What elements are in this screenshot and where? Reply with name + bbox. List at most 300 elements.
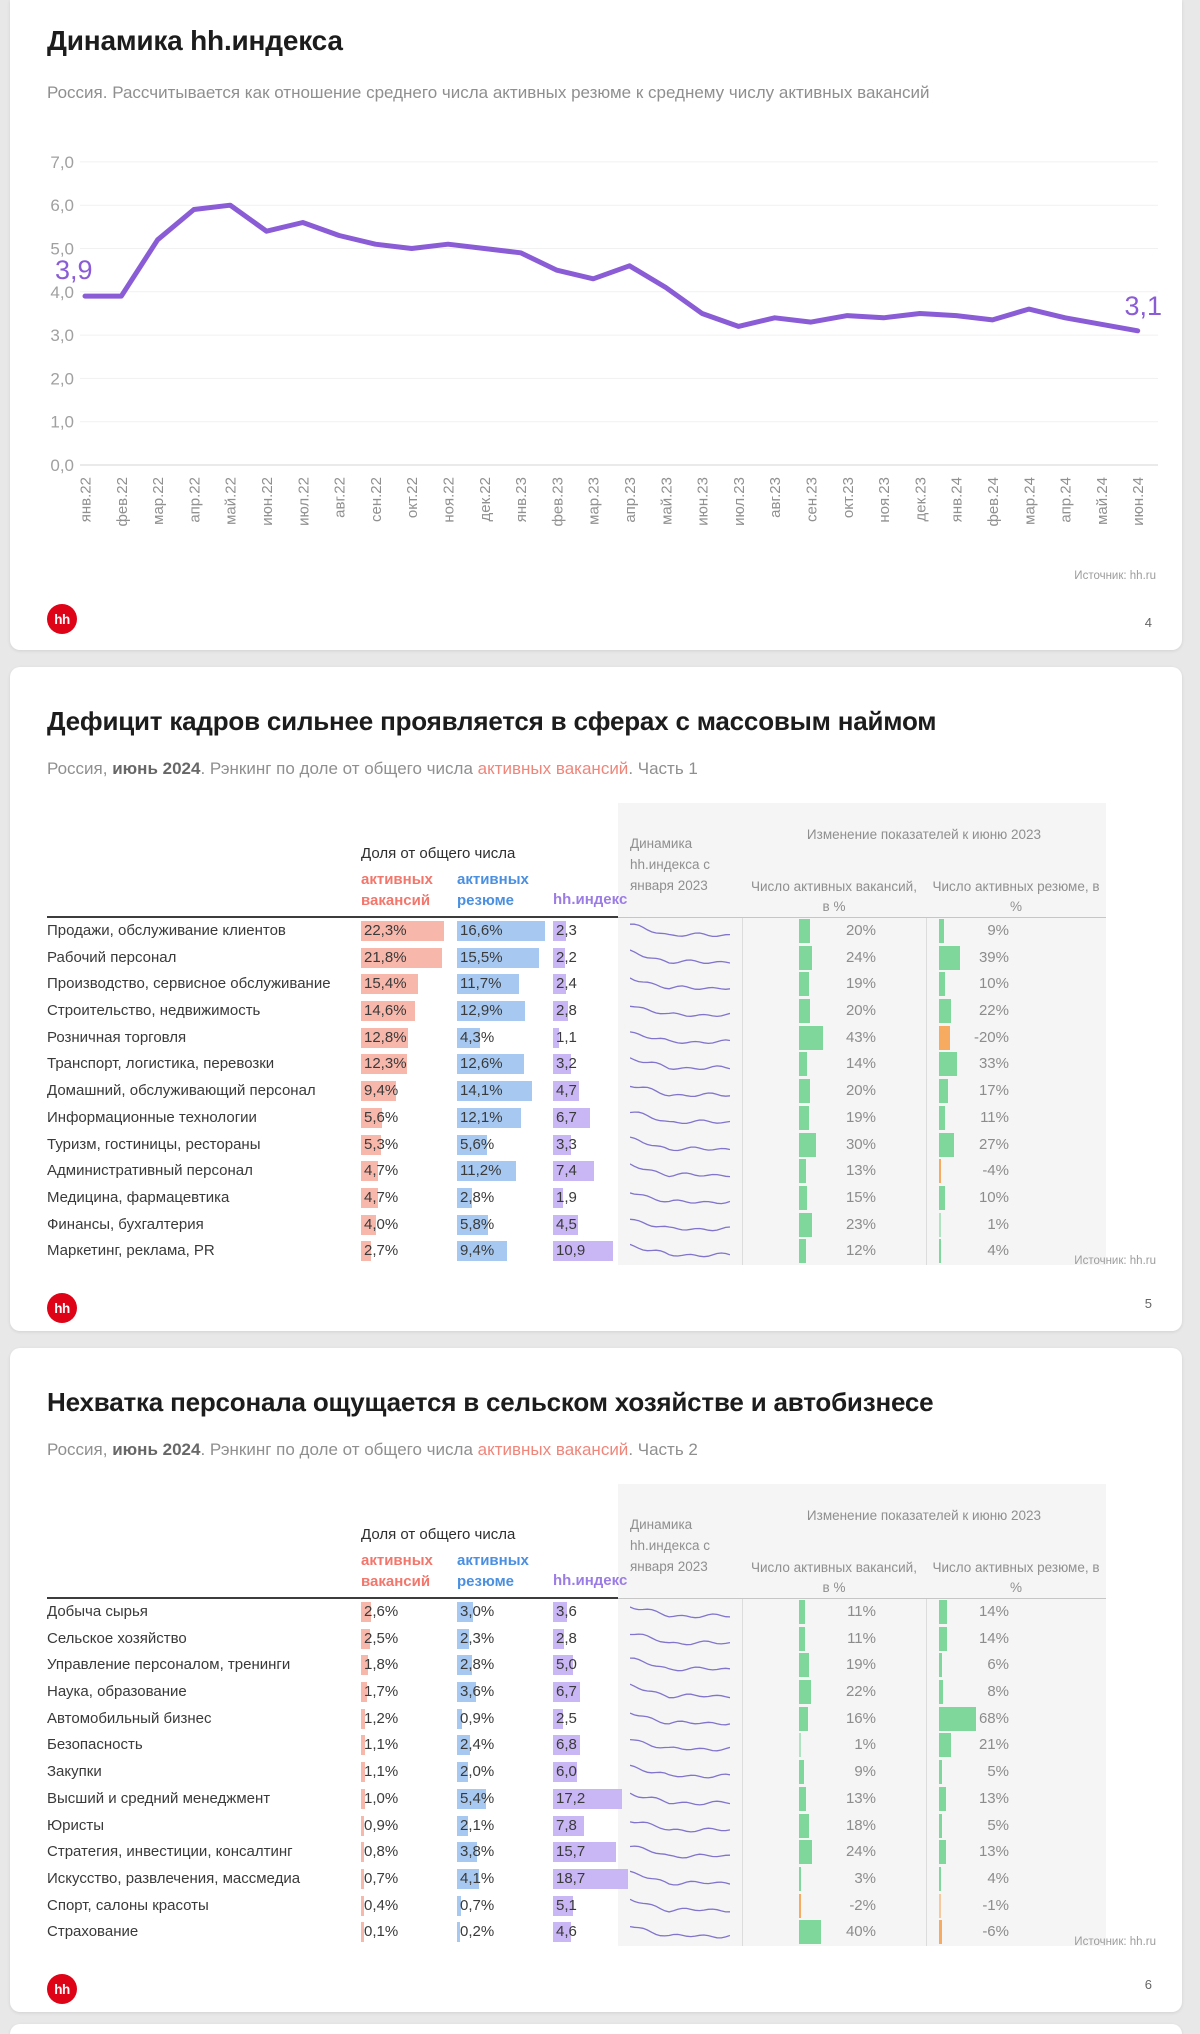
table-row (47, 1813, 1157, 1840)
hh-index-sparkline (630, 1680, 730, 1706)
hh-index-cell (553, 1025, 618, 1052)
vacancies-share-cell (361, 1679, 457, 1706)
vacancies-change-cell-bar (799, 919, 810, 943)
slide-shortage-agriculture-auto (10, 1348, 1182, 2012)
table-row (47, 1786, 1157, 1813)
resumes-share-cell (457, 1078, 553, 1105)
table-row (47, 1212, 1157, 1239)
resumes-share-cell-value: 11,2% (460, 1162, 502, 1180)
vacancies-change-cell-value: 24% (845, 1843, 876, 1861)
resumes-share-cell (457, 998, 553, 1025)
vacancies-change-cell-value: 13% (845, 1789, 876, 1807)
vacancies-change-cell-value: 20% (845, 1002, 876, 1020)
vacancies-change-cell-value: 9% (854, 1763, 876, 1781)
sparkline-cell (618, 1212, 742, 1239)
resumes-share-cell-value: 9,4% (460, 1242, 495, 1260)
vacancies-change-cell-bar (799, 1840, 812, 1864)
resumes-share-cell-value: 12,9% (460, 1002, 503, 1020)
resumes-share-cell (457, 1105, 553, 1132)
resumes-change-cell-value: 6% (987, 1656, 1009, 1674)
resumes-change-cell (926, 945, 1106, 972)
table-row (47, 1893, 1157, 1920)
resumes-share-cell-value: 3,8% (460, 1843, 495, 1861)
vacancies-change-cell-value: 43% (845, 1028, 876, 1046)
resumes-change-cell (926, 1866, 1106, 1893)
resumes-share-cell-value: 2,1% (460, 1816, 495, 1834)
y-axis-tick: 3,0 (50, 326, 74, 346)
hh-index-sparkline (630, 1026, 730, 1052)
hh-index-sparkline (630, 972, 730, 998)
hh-index-cell-value: 6,7 (556, 1108, 577, 1126)
vacancies-share-cell (361, 1786, 457, 1813)
vacancies-share-cell (361, 1158, 457, 1185)
vacancies-change-cell (742, 1893, 926, 1920)
vacancies-change-cell (742, 1185, 926, 1212)
resumes-change-cell (926, 1212, 1106, 1239)
resumes-share-cell-value: 2,8% (460, 1656, 495, 1674)
resumes-change-cell-value: 1% (987, 1215, 1009, 1233)
vacancies-change-cell-bar (799, 1707, 808, 1731)
vacancies-share-cell-value: 14,6% (364, 1002, 407, 1020)
resumes-change-cell-bar (939, 1079, 948, 1103)
category-label: Страхование (47, 1923, 139, 1941)
hh-index-cell (553, 1158, 618, 1185)
resumes-change-cell (926, 1652, 1106, 1679)
vacancies-share-cell (361, 1599, 457, 1626)
table-row (47, 1679, 1157, 1706)
y-axis-tick: 4,0 (50, 282, 74, 302)
sparkline-cell (618, 1919, 742, 1946)
vacancies-change-cell-bar (799, 1186, 807, 1210)
vacancies-share-cell-value: 4,0% (364, 1215, 399, 1233)
vacancies-share-cell (361, 1105, 457, 1132)
vacancies-share-cell (361, 1919, 457, 1946)
sparkline-column-header: Динамика hh.индекса с января 2023 (630, 836, 710, 893)
vacancies-share-cell (361, 1078, 457, 1105)
page-number: 5 (1144, 1296, 1152, 1311)
sparkline-cell (618, 1105, 742, 1132)
hh-index-cell-value: 15,7 (556, 1843, 586, 1861)
x-axis-tick: авг.23 (767, 477, 785, 518)
hh-index-sparkline (630, 1920, 730, 1946)
sparkline-cell (618, 1813, 742, 1840)
resumes-change-cell-value: 8% (987, 1683, 1009, 1701)
hh-index-cell (553, 1599, 618, 1626)
resumes-share-cell (457, 1732, 553, 1759)
resumes-share-cell-value: 2,3% (460, 1629, 495, 1647)
resumes-share-cell-value: 14,1% (460, 1082, 503, 1100)
category-label: Маркетинг, реклама, PR (47, 1242, 215, 1260)
vacancies-change-cell-bar (799, 1106, 809, 1130)
slide-deficit-mass-hiring (10, 667, 1182, 1331)
vacancies-change-cell-bar (799, 999, 810, 1023)
x-axis-tick: апр.24 (1057, 477, 1075, 523)
x-axis-tick: окт.23 (839, 477, 857, 519)
sparkline-cell (618, 1893, 742, 1920)
category-label: Спорт, салоны красоты (47, 1896, 209, 1914)
x-axis-tick: ноя.23 (876, 477, 894, 523)
resumes-share-cell-value: 12,6% (460, 1055, 503, 1073)
hh-index-sparkline (630, 1867, 730, 1893)
category-label: Искусство, развлечения, массмедиа (47, 1869, 301, 1887)
source-note: Источник: hh.ru (1074, 570, 1156, 582)
vacancies-share-cell-value: 1,1% (364, 1763, 399, 1781)
hh-index-cell-value: 7,4 (556, 1162, 577, 1180)
resumes-change-cell (926, 1839, 1106, 1866)
resumes-change-cell-value: 39% (978, 948, 1009, 966)
hh-logo-text: hh (54, 611, 70, 627)
sparkline-cell (618, 1599, 742, 1626)
category-label: Строительство, недвижимость (47, 1002, 261, 1020)
resumes-change-cell-value: 11% (980, 1108, 1009, 1126)
vacancies-share-cell-value: 12,3% (364, 1055, 407, 1073)
resumes-change-cell-value: 21% (978, 1736, 1009, 1754)
sparkline-cell (618, 971, 742, 998)
subtitle-accent-text: активных вакансий (477, 1440, 629, 1459)
vacancies-change-cell-value: 20% (845, 922, 876, 939)
next-slide-edge (10, 2024, 1182, 2034)
resumes-share-cell (457, 1706, 553, 1733)
x-axis-tick: фев.22 (113, 477, 131, 527)
resumes-share-cell (457, 1158, 553, 1185)
resumes-share-cell (457, 918, 553, 945)
vacancies-column-header: активных вакансий (361, 1552, 433, 1590)
resumes-change-cell (926, 1732, 1106, 1759)
y-axis-tick: 6,0 (50, 196, 74, 216)
sparkline-cell (618, 1132, 742, 1159)
slide2-subtitle: Россия, июнь 2024. Рэнкинг по доле от общего числа активных вакансий. Часть 1 (47, 759, 698, 778)
x-axis-tick: май.22 (222, 477, 240, 525)
y-axis-tick: 1,0 (50, 412, 74, 432)
vacancies-share-cell (361, 1839, 457, 1866)
x-axis-tick: фев.23 (549, 477, 567, 527)
line-chart-svg (30, 127, 1170, 553)
vacancies-change-cell-value: 24% (845, 948, 876, 966)
vacancies-share-cell (361, 1866, 457, 1893)
hh-index-cell-value: 3,6 (556, 1603, 577, 1620)
vacancies-change-cell (742, 1078, 926, 1105)
resumes-share-cell-value: 4,1% (460, 1869, 495, 1887)
vacancies-change-cell-bar (799, 1787, 806, 1811)
resumes-change-cell-bar (939, 1026, 950, 1050)
slide1-title: Динамика hh.индекса (47, 25, 343, 56)
x-axis-tick: дек.23 (912, 477, 930, 522)
vacancies-change-cell-value: 20% (845, 1082, 876, 1100)
resumes-change-cell-value: 5% (987, 1763, 1009, 1781)
vacancies-change-cell (742, 998, 926, 1025)
vacancies-share-cell-value: 1,2% (364, 1709, 399, 1727)
hh-index-cell-value: 2,3 (556, 922, 577, 939)
table-row (47, 1105, 1157, 1132)
vacancies-share-cell (361, 1652, 457, 1679)
sparkline-cell (618, 1732, 742, 1759)
table-body (47, 918, 1157, 1265)
vacancies-change-cell-bar (799, 1213, 812, 1237)
resumes-change-cell-value: 4% (987, 1869, 1009, 1887)
vacancies-change-cell-bar (799, 1867, 801, 1891)
vacancies-change-cell-value: 22% (845, 1683, 876, 1701)
table-row (47, 1025, 1157, 1052)
y-axis-tick: 7,0 (50, 152, 74, 172)
x-axis-tick: май.24 (1093, 477, 1111, 525)
table-row (47, 998, 1157, 1025)
hh-index-cell-value: 1,9 (556, 1188, 577, 1206)
resumes-change-cell-bar (939, 1814, 942, 1838)
vacancies-change-cell-value: 1% (854, 1736, 876, 1754)
resumes-share-cell-value: 0,7% (460, 1896, 495, 1914)
hh-index-cell (553, 1813, 618, 1840)
hh-index-cell (553, 1185, 618, 1212)
resumes-change-cell-bar (939, 1186, 945, 1210)
subtitle-accent-text: активных вакансий (477, 759, 629, 778)
category-label: Высший и средний менеджмент (47, 1789, 271, 1807)
resumes-share-cell (457, 1893, 553, 1920)
resumes-change-cell-bar (939, 1133, 954, 1157)
vacancies-share-cell (361, 1759, 457, 1786)
resumes-change-cell (926, 1599, 1106, 1626)
hh-index-sparkline (630, 1133, 730, 1159)
hh-index-cell-value: 4,6 (556, 1923, 577, 1941)
vacancies-share-cell (361, 998, 457, 1025)
table-body (47, 1599, 1157, 1946)
x-axis-tick: сен.22 (367, 477, 385, 522)
resumes-change-cell (926, 1626, 1106, 1653)
category-label: Административный персонал (47, 1162, 253, 1180)
hh-index-cell (553, 1652, 618, 1679)
resumes-change-cell-value: 27% (978, 1135, 1009, 1153)
x-axis-tick: окт.22 (404, 477, 422, 519)
category-label: Закупки (47, 1763, 102, 1781)
resumes-change-cell-bar (939, 1707, 976, 1731)
resumes-share-cell-value: 12,1% (460, 1108, 503, 1126)
vacancies-share-cell (361, 1893, 457, 1920)
x-axis-tick: фев.24 (985, 477, 1002, 527)
resumes-change-column-header: Число активных резюме, в % (932, 879, 1100, 914)
table-row (47, 945, 1157, 972)
vacancies-change-cell-bar (799, 1026, 823, 1050)
x-axis-tick: июн.22 (259, 477, 276, 526)
resumes-share-cell-value: 2,8% (460, 1188, 495, 1206)
category-label: Наука, образование (47, 1683, 187, 1701)
category-label: Домашний, обслуживающий персонал (47, 1082, 316, 1100)
resumes-change-column-header: Число активных резюме, в % (932, 1560, 1100, 1595)
vacancies-share-cell-value: 12,8% (364, 1028, 407, 1046)
sparkline-cell (618, 998, 742, 1025)
hh-index-cell-value: 2,5 (556, 1709, 577, 1727)
vacancies-change-cell-value: 15% (845, 1188, 876, 1206)
vacancies-change-cell (742, 1105, 926, 1132)
sparkline-column-header: Динамика hh.индекса с января 2023 (630, 1517, 710, 1574)
resumes-change-cell-value: 13% (978, 1789, 1009, 1807)
hh-index-cell (553, 1679, 618, 1706)
hh-index-sparkline (630, 1653, 730, 1679)
vacancies-change-cell-bar (799, 1239, 806, 1263)
table-row (47, 1599, 1157, 1626)
resumes-share-cell (457, 1132, 553, 1159)
resumes-share-cell-value: 16,6% (460, 922, 503, 939)
table-row (47, 1158, 1157, 1185)
hh-index-sparkline (630, 1079, 730, 1105)
hh-index-cell (553, 1919, 618, 1946)
x-axis-tick: мар.22 (150, 477, 168, 525)
vacancies-change-cell (742, 1599, 926, 1626)
resumes-change-cell-bar (939, 1680, 943, 1704)
hh-index-sparkline (630, 1106, 730, 1132)
resumes-share-cell-value: 11,7% (460, 975, 502, 993)
resumes-change-cell-value: 33% (978, 1055, 1009, 1073)
hh-index-cell (553, 1893, 618, 1920)
hh-index-cell-value: 5,1 (556, 1896, 577, 1914)
resumes-change-cell-value: -4% (982, 1162, 1009, 1180)
hh-index-line-chart (30, 127, 1170, 553)
vacancies-share-cell (361, 1185, 457, 1212)
vacancies-change-cell (742, 1786, 926, 1813)
vacancies-share-cell-value: 4,7% (364, 1188, 399, 1206)
resumes-change-cell (926, 1893, 1106, 1920)
category-label: Медицина, фармацевтика (47, 1188, 230, 1206)
resumes-change-cell-value: -20% (973, 1028, 1009, 1046)
x-axis-tick: сен.23 (803, 477, 821, 522)
hh-index-cell-value: 6,0 (556, 1763, 577, 1781)
resumes-share-cell (457, 1051, 553, 1078)
hh-index-cell-value: 5,0 (556, 1656, 577, 1674)
resumes-change-cell (926, 971, 1106, 998)
vacancies-share-cell (361, 945, 457, 972)
hh-index-sparkline (630, 1239, 730, 1265)
vacancies-change-cell-bar (799, 1627, 805, 1651)
resumes-change-cell-bar (939, 1787, 946, 1811)
hh-index-sparkline (630, 1052, 730, 1078)
vacancies-share-cell-value: 0,1% (364, 1923, 399, 1941)
category-label: Розничная торговля (47, 1028, 187, 1046)
sparkline-cell (618, 1866, 742, 1893)
hh-logo (47, 1974, 77, 2004)
hh-index-cell-value: 4,5 (556, 1215, 577, 1233)
table-row (47, 971, 1157, 998)
vacancies-share-cell-value: 15,4% (364, 975, 407, 993)
resumes-change-cell-bar (939, 946, 960, 970)
vacancies-share-cell-value: 0,4% (364, 1896, 399, 1914)
resumes-change-cell (926, 1759, 1106, 1786)
table-row (47, 1706, 1157, 1733)
resumes-share-cell (457, 1212, 553, 1239)
hh-index-sparkline (630, 1627, 730, 1653)
resumes-change-cell (926, 1679, 1106, 1706)
resumes-change-cell (926, 1132, 1106, 1159)
resumes-change-cell (926, 1185, 1106, 1212)
vacancies-share-cell-value: 0,7% (364, 1869, 399, 1887)
vacancies-change-cell-value: 19% (845, 1108, 876, 1126)
sparkline-cell (618, 1759, 742, 1786)
resumes-change-cell (926, 1078, 1106, 1105)
table-row (47, 918, 1157, 945)
vacancies-change-cell-bar (799, 1920, 821, 1944)
x-axis-tick: май.23 (658, 477, 676, 525)
resumes-change-cell (926, 1051, 1106, 1078)
sparkline-cell (618, 918, 742, 945)
hh-index-cell (553, 1786, 618, 1813)
vacancies-share-cell-value: 1,1% (364, 1736, 399, 1754)
vacancies-change-cell-value: 18% (845, 1816, 876, 1834)
vacancies-share-cell-value: 0,9% (364, 1816, 399, 1834)
table-row (47, 1132, 1157, 1159)
resumes-share-cell (457, 1839, 553, 1866)
hh-index-cell-value: 17,2 (556, 1789, 586, 1807)
resumes-change-cell-bar (939, 1920, 942, 1944)
sparkline-cell (618, 1786, 742, 1813)
resumes-share-cell (457, 1185, 553, 1212)
resumes-change-cell-value: 9% (987, 922, 1009, 939)
resumes-share-cell (457, 971, 553, 998)
vacancies-share-cell-value: 0,8% (364, 1843, 399, 1861)
hh-index-cell-value: 2,8 (556, 1002, 577, 1020)
sparkline-cell (618, 1158, 742, 1185)
table-row (47, 1626, 1157, 1653)
vacancies-change-cell-value: 14% (845, 1055, 876, 1073)
share-group-header: Доля от общего числа (361, 1526, 516, 1543)
resumes-change-cell (926, 1786, 1106, 1813)
resumes-change-cell (926, 918, 1106, 945)
category-label: Туризм, гостиницы, рестораны (47, 1135, 261, 1153)
resumes-change-cell-value: 14% (978, 1603, 1009, 1620)
vacancies-share-cell-value: 2,5% (364, 1629, 399, 1647)
resumes-change-cell (926, 998, 1106, 1025)
vacancies-share-cell (361, 918, 457, 945)
category-label: Сельское хозяйство (47, 1629, 187, 1647)
vacancies-share-cell-value: 5,6% (364, 1108, 399, 1126)
change-group-header: Изменение показателей к июню 2023 (806, 827, 1042, 842)
vacancies-change-cell-bar (799, 1733, 801, 1757)
vacancies-share-cell (361, 1025, 457, 1052)
vacancies-change-cell-value: 40% (845, 1923, 876, 1941)
resumes-share-cell (457, 1813, 553, 1840)
hh-index-cell (553, 918, 618, 945)
sparkline-cell (618, 1078, 742, 1105)
hh-index-cell (553, 1706, 618, 1733)
x-axis-tick: янв.24 (948, 477, 966, 523)
vacancies-share-cell-value: 22,3% (364, 922, 407, 939)
resumes-change-cell-bar (939, 1052, 957, 1076)
hh-index-sparkline (630, 1894, 730, 1920)
page-number: 4 (1144, 615, 1152, 630)
table-row (47, 1919, 1157, 1946)
vacancies-share-cell (361, 1626, 457, 1653)
resumes-change-cell-value: 4% (987, 1242, 1009, 1260)
resumes-share-cell-value: 2,4% (460, 1736, 495, 1754)
last-value-label: 3,1 (1124, 291, 1162, 321)
vacancies-change-cell-value: 13% (845, 1162, 876, 1180)
vacancies-change-cell (742, 971, 926, 998)
resumes-share-cell (457, 1919, 553, 1946)
sparkline-cell (618, 1238, 742, 1265)
resumes-change-cell-value: 17% (978, 1082, 1009, 1100)
sparkline-cell (618, 1185, 742, 1212)
resumes-change-cell-bar (939, 1733, 951, 1757)
category-label: Автомобильный бизнес (47, 1709, 212, 1727)
resumes-share-cell (457, 1759, 553, 1786)
table-row (47, 1185, 1157, 1212)
category-label: Юристы (47, 1816, 105, 1834)
hh-index-cell (553, 971, 618, 998)
vacancies-change-cell-bar (799, 1894, 801, 1918)
vacancies-change-cell (742, 1679, 926, 1706)
sparkline-cell (618, 1626, 742, 1653)
x-axis-tick: янв.23 (513, 476, 531, 523)
category-label: Производство, сервисное обслуживание (47, 975, 331, 993)
resumes-change-cell-bar (939, 1627, 947, 1651)
resumes-column-header: активных резюме (457, 1552, 529, 1590)
hh-index-sparkline (630, 1213, 730, 1239)
